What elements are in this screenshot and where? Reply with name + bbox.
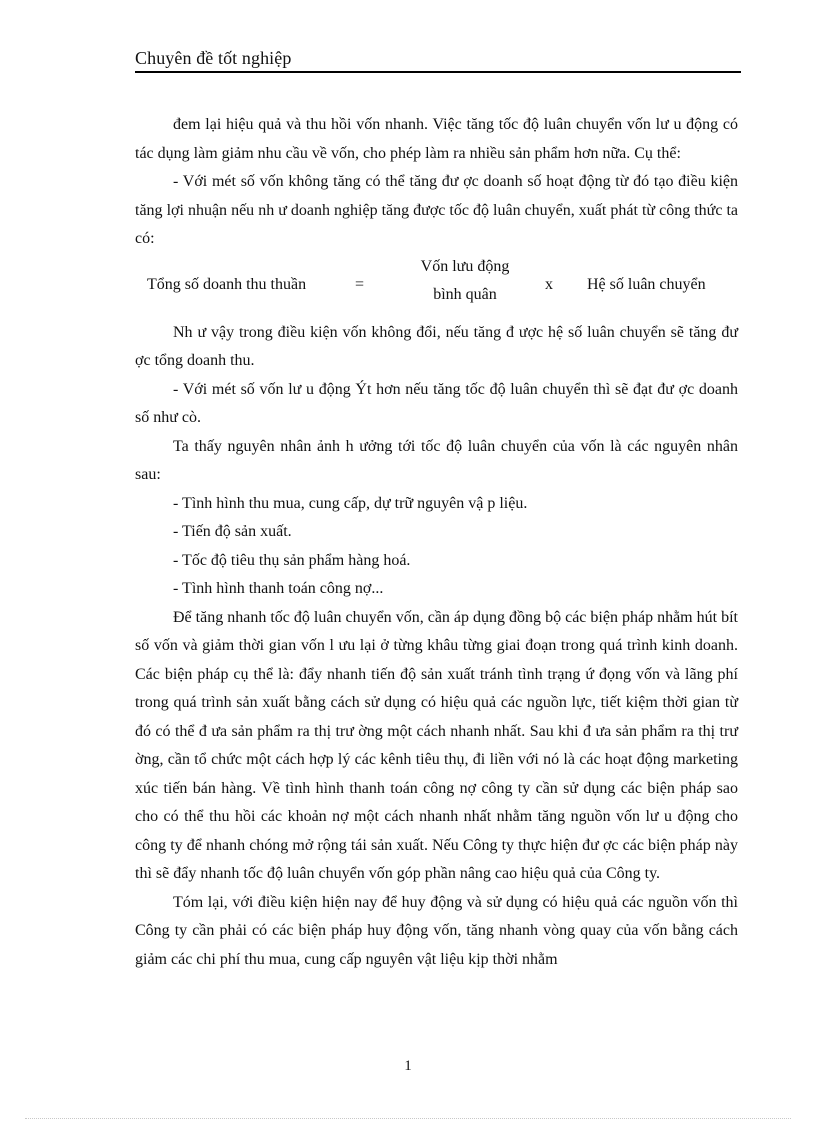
formula-fraction [400, 253, 530, 309]
document-title: Chuyên đề tốt nghiệp [135, 48, 292, 68]
formula-equals: = [355, 275, 365, 293]
formula-times: x [545, 275, 553, 293]
page-header [135, 48, 741, 73]
formula-left-term: Tổng số doanh thu thuần [147, 275, 307, 293]
list-item: - Tiến độ sản xuất. [173, 523, 292, 540]
page-number: 1 [404, 1058, 412, 1074]
formula-numerator: Vốn lưu động [420, 257, 510, 275]
formula-denominator: bình quân [433, 285, 497, 303]
paragraph: - Với mét số vốn lư u động Ýt hơn nếu tăng tốc độ luân chuyển thì sẽ đạt đư ợc doanh số như cò. [135, 380, 738, 426]
document-body [135, 111, 738, 974]
paragraph: - Với mét số vốn không tăng có thể tăng đư ợc doanh số hoạt động từ đó tạo điều kiện tăng lợi nhuận nếu nh ư doanh nghiệp tăng được tốc độ luân chuyển, xuất phát từ công thức ta có: [135, 173, 738, 247]
list-item: - Tình hình thu mua, cung cấp, dự trữ nguyên vậ p liệu. [173, 494, 528, 512]
paragraph: Để tăng nhanh tốc độ luân chuyển vốn, cần áp dụng đồng bộ các biện pháp nhằm hút bít số vốn và giảm thời gian vốn l ưu lại ở từng khâu từng giai đoạn trong quá trình kinh doanh. Các biện pháp cụ thể là: đẩy nhanh tiến độ sản xuất tránh tình trạng ứ đọng vốn và lãng phí trong quá trình sản xuất bằng cách sử dụng có hiệu quả các nguồn lực, tiết kiệm thời gian từ đó có thể đ ưa sản phẩm ra thị trư ờng một cách nhanh nhất. Sau khi đ ưa sản phẩm ra thị trư ờng, cần tổ chức một cách hợp lý các kênh tiêu thụ, đi liền với nó là các hoạt động marketing xúc tiến bán hàng. Về tình hình thanh toán công nợ công ty cần sử dụng các biện pháp sao cho có thể thu hồi các khoản nợ một cách nhanh nhất nhằm tăng nguồn vốn lư u động cho công ty để nhanh chóng mở rộng tái sản xuất. Nếu Công ty thực hiện đư ợc các biện pháp này thì sẽ đẩy nhanh tốc độ luân chuyển vốn góp phần nâng cao hiệu quả của Công ty. [135, 608, 738, 882]
paragraph: đem lại hiệu quả và thu hồi vốn nhanh. Việc tăng tốc độ luân chuyển vốn lư u động có tác dụng làm giảm nhu cầu về vốn, cho phép làm ra nhiều sản phẩm hơn nữa. Cụ thể: [135, 116, 738, 162]
paragraph: Tóm lại, với điều kiện hiện nay để huy động và sử dụng có hiệu quả các nguồn vốn thì Công ty cần phải có các biện pháp huy động vốn, tăng nhanh vòng quay của vốn bằng cách giảm các chi phí thu mua, cung cấp nguyên vật liệu kịp thời nhằm [135, 893, 738, 968]
paragraph: Nh ư vậy trong điều kiện vốn không đổi, nếu tăng đ ược hệ số luân chuyển sẽ tăng đư ợc tổng doanh thu. [135, 323, 738, 369]
page-bottom-divider [25, 1118, 791, 1119]
list-item: - Tình hình thanh toán công nợ... [173, 580, 384, 597]
formula [135, 257, 738, 315]
list-item: - Tốc độ tiêu thụ sản phẩm hàng hoá. [173, 551, 411, 569]
formula-right-term: Hệ số luân chuyển [587, 275, 706, 293]
paragraph: Ta thấy nguyên nhân ảnh h ưởng tới tốc độ luân chuyển của vốn là các nguyên nhân sau: [135, 437, 738, 483]
